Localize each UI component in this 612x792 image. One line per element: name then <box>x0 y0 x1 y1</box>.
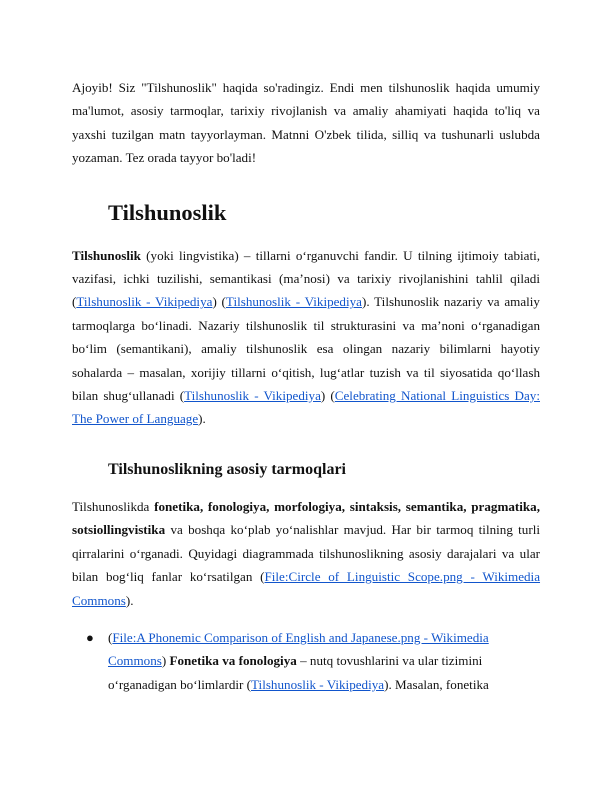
branches-bold: fonetika, fonologiya, morfologiya, sintaksis, semantika, pragmatika, sotsiollingvistika <box>72 498 540 538</box>
link-phonemic-comparison[interactable]: File:A Phonemic Comparison of English and Japanese.png - Wikimedia Commons <box>108 629 489 669</box>
text-span: ). <box>198 411 206 427</box>
text-span: ). Masalan, fonetika <box>384 676 489 692</box>
link-tilshunoslik-vikipediya[interactable]: Tilshunoslik - Vikipediya <box>184 388 321 404</box>
text-span: va boshqa ko‘plab yo‘nalishlar mavjud. Har bir tarmoq tilning turli qirralarini o‘rganadi. Quyidagi diagrammada tilshunoslikning asosiy darajalari va ular bilan bog‘liq fanlar ko‘rsatilgan ( <box>72 522 540 585</box>
branches-list <box>72 626 540 696</box>
text-span: – nutq tovushlarini va ular tizimini o‘rganadigan bo‘limlardir ( <box>108 653 483 692</box>
intro-paragraph: Ajoyib! Siz "Tilshunoslik" haqida so'radingiz. Endi men tilshunoslik haqida umumiy ma'lumot, asosiy tarmoqlar, tarixiy rivojlanish va amaliy ahamiyati haqida to'liq va yaxshi tuzilgan matn tayyorlayman. Matnni O'zbek tilida, silliq va tushunarli uslubda yozaman. Tez orada tayyor bo'ladi! <box>72 80 540 166</box>
branches-paragraph <box>72 495 540 612</box>
bullet-icon: ● <box>86 629 94 645</box>
text-span: ). Tilshunoslik nazariy va amaliy tarmoqlarga bo‘linadi. Nazariy tilshunoslik til strukturasini va ma’noni o‘rganadigan bo‘lim (semantikani), amaliy tilshunoslik esa olingan nazariy bilimlarni hayotiy sohalarda – masalan, xorijiy tillarni o‘qitish, lug‘atlar tuzish va til siyosatida qo‘llash bilan shug‘ullanadi ( <box>72 294 540 404</box>
list-item <box>86 626 540 696</box>
document-body <box>72 76 540 696</box>
text-span: ). <box>125 592 134 608</box>
text-span: ) ( <box>320 388 335 404</box>
section-heading: Tilshunoslikning asosiy tarmoqlari <box>108 460 346 478</box>
term-bold: Tilshunoslik <box>72 247 141 263</box>
text-span: ) ( <box>212 294 226 310</box>
text-span: Tilshunoslikda <box>72 498 155 514</box>
link-circle-of-linguistic-scope[interactable]: File:Circle of Linguistic Scope.png - Wikimedia Commons <box>72 569 541 608</box>
text-span: ( <box>108 629 113 645</box>
document-title: Tilshunoslik <box>108 199 227 225</box>
item-bold: Fonetika va fonologiya <box>169 653 297 669</box>
text-span: (yoki lingvistika) – tillarni o‘rganuvchi fandir. U tilning ijtimoiy tabiati, vazifasi, ichki tuzilishi, semantikasi (ma’nosi) va tarixiy rivojlanishini tahlil qiladi ( <box>72 247 540 310</box>
link-tilshunoslik-vikipediya[interactable]: Tilshunoslik - Vikipediya <box>76 294 213 310</box>
link-linguistics-day[interactable]: Celebrating National Linguistics Day: The Power of Language <box>72 388 540 427</box>
link-tilshunoslik-vikipediya[interactable]: Tilshunoslik - Vikipediya <box>251 676 385 692</box>
link-tilshunoslik-vikipediya[interactable]: Tilshunoslik - Vikipediya <box>225 294 362 310</box>
definition-paragraph <box>72 244 540 431</box>
text-span: ) <box>161 653 170 669</box>
